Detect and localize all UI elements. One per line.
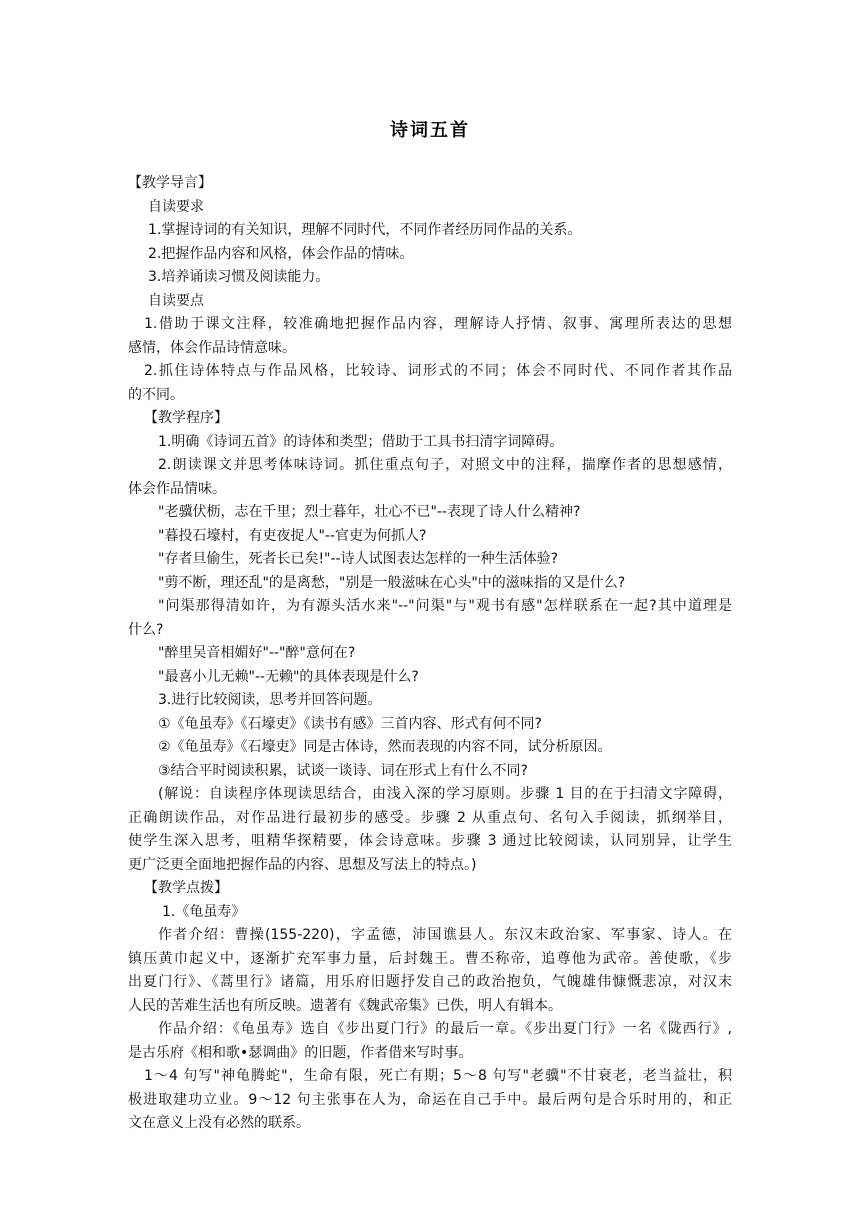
paragraph-line: "问渠那得清如许，为有源头活水来"--"问渠"与"观书有感"怎样联系在一起?其中道理是 [158, 598, 732, 614]
paragraph-line: "暮投石壕村，有吏夜捉人"--官吏为何抓人? [158, 527, 427, 544]
section-heading: 【教学程序】 [144, 410, 228, 426]
paragraph-line: 更广泛更全面地把握作品的内容、思想及写法上的特点。) [128, 856, 477, 873]
paragraph-line: 是古乐府《相和歌•瑟调曲》的旧题，作者借来写时事。 [128, 1044, 473, 1061]
paragraph-line: 2.朗读课文并思考体味诗词。抓住重点句子，对照文中的注释，揣摩作者的思想感情， [158, 457, 732, 473]
paragraph-line: 的不同。 [128, 386, 184, 403]
paragraph-line: ③结合平时阅读积累，试谈一谈诗、词在形式上有什么不同? [158, 762, 528, 779]
paragraph-line: 文在意义上没有必然的联系。 [128, 1115, 310, 1131]
paragraph-line: "最喜小儿无赖"--无赖"的具体表现是什么? [158, 668, 419, 685]
subheading: 1.《龟虽寿》 [162, 903, 246, 920]
paragraph-line: "老骥伏枥，志在千里；烈士暮年，壮心不已"--表现了诗人什么精神? [158, 504, 581, 520]
paragraph-line: 1.明确《诗词五首》的诗体和类型；借助于工具书扫清字词障碍。 [158, 433, 564, 450]
document-title: 诗词五首 [390, 120, 470, 141]
paragraph-line: 3.培养诵读习惯及阅读能力。 [148, 269, 330, 285]
paragraph-line: (解说：自读程序体现读思结合，由浅入深的学习原则。步骤 1 目的在于扫清文字障碍， [158, 786, 732, 802]
paragraph-line: 2.抓住诗体特点与作品风格，比较诗、词形式的不同；体会不同时代、不同作者其作品 [144, 363, 732, 379]
paragraph-line: 体会作品情味。 [128, 480, 226, 497]
paragraph-line: 出夏门行》、《蒿里行》诸篇，用乐府旧题抒发自己的政治抱负，气魄雄伟慷慨悲凉，对汉末 [128, 974, 732, 990]
paragraph-line: 镇压黄巾起义中，逐渐扩充军事力量，后封魏王。曹丕称帝，追尊他为武帝。善使歌，《步 [128, 950, 732, 967]
paragraph-line: 作者介绍：曹操(155-220)，字孟德，沛国谯县人。东汉末政治家、军事家、诗人。在 [158, 927, 732, 943]
paragraph-line: 感情，体会作品诗情意味。 [128, 339, 296, 356]
paragraph-line: 2.把握作品内容和风格，体会作品的情味。 [148, 245, 414, 262]
paragraph-line: "醉里吴音相媚好"--"醉"意何在? [158, 645, 356, 661]
section-heading: 【教学点拨】 [144, 880, 228, 896]
paragraph-line: 人民的苦难生活也有所反映。遗著有《魏武帝集》已佚，明人有辑本。 [128, 997, 562, 1014]
paragraph-line: 1.掌握诗词的有关知识，理解不同时代，不同作者经历同作品的关系。 [148, 222, 582, 238]
paragraph-line: 1.借助于课文注释，较准确地把握作品内容，理解诗人抒情、叙事、寓理所表达的思想 [144, 316, 732, 332]
subheading: 自读要求 [148, 198, 204, 215]
document-body [128, 172, 732, 1136]
paragraph-line: "剪不断，理还乱"的是离愁，"别是一般滋味在心头"中的滋味指的又是什么? [158, 574, 626, 591]
subheading: 自读要点 [148, 292, 204, 309]
paragraph-line: ①《龟虽寿》《石壕吏》《读书有感》三首内容、形式有何不同? [158, 715, 542, 732]
section-heading: 【教学导言】 [128, 175, 212, 191]
paragraph-line: 正确朗读作品，对作品进行最初步的感受。步骤 2 从重点句、名句入手阅读，抓纲举目， [128, 809, 732, 826]
paragraph-line: "存者旦偷生，死者长已矣!"--诗人试图表达怎样的一种生活体验? [158, 551, 559, 567]
paragraph-line: ②《龟虽寿》《石壕吏》同是古体诗，然而表现的内容不同，试分析原因。 [158, 739, 612, 755]
paragraph-line: 极进取建功立业。9～12 句主张事在人为，命运在自己手中。最后两句是合乐时用的，和正 [128, 1091, 732, 1108]
paragraph-line: 3.进行比较阅读，思考并回答问题。 [158, 692, 382, 708]
paragraph-line: 作品介绍：《龟虽寿》选自《步出夏门行》的最后一章。《步出夏门行》一名《陇西行》, [158, 1021, 732, 1037]
paragraph-line: 什么? [128, 621, 164, 638]
paragraph-line: 1～4 句写"神龟腾蛇"，生命有限，死亡有期；5～8 句写"老骥"不甘衰老，老当益壮，积 [144, 1068, 732, 1084]
paragraph-line: 使学生深入思考，咀精华探精要，体会诗意味。步骤 3 通过比较阅读，认同别异，让学生 [128, 833, 732, 849]
